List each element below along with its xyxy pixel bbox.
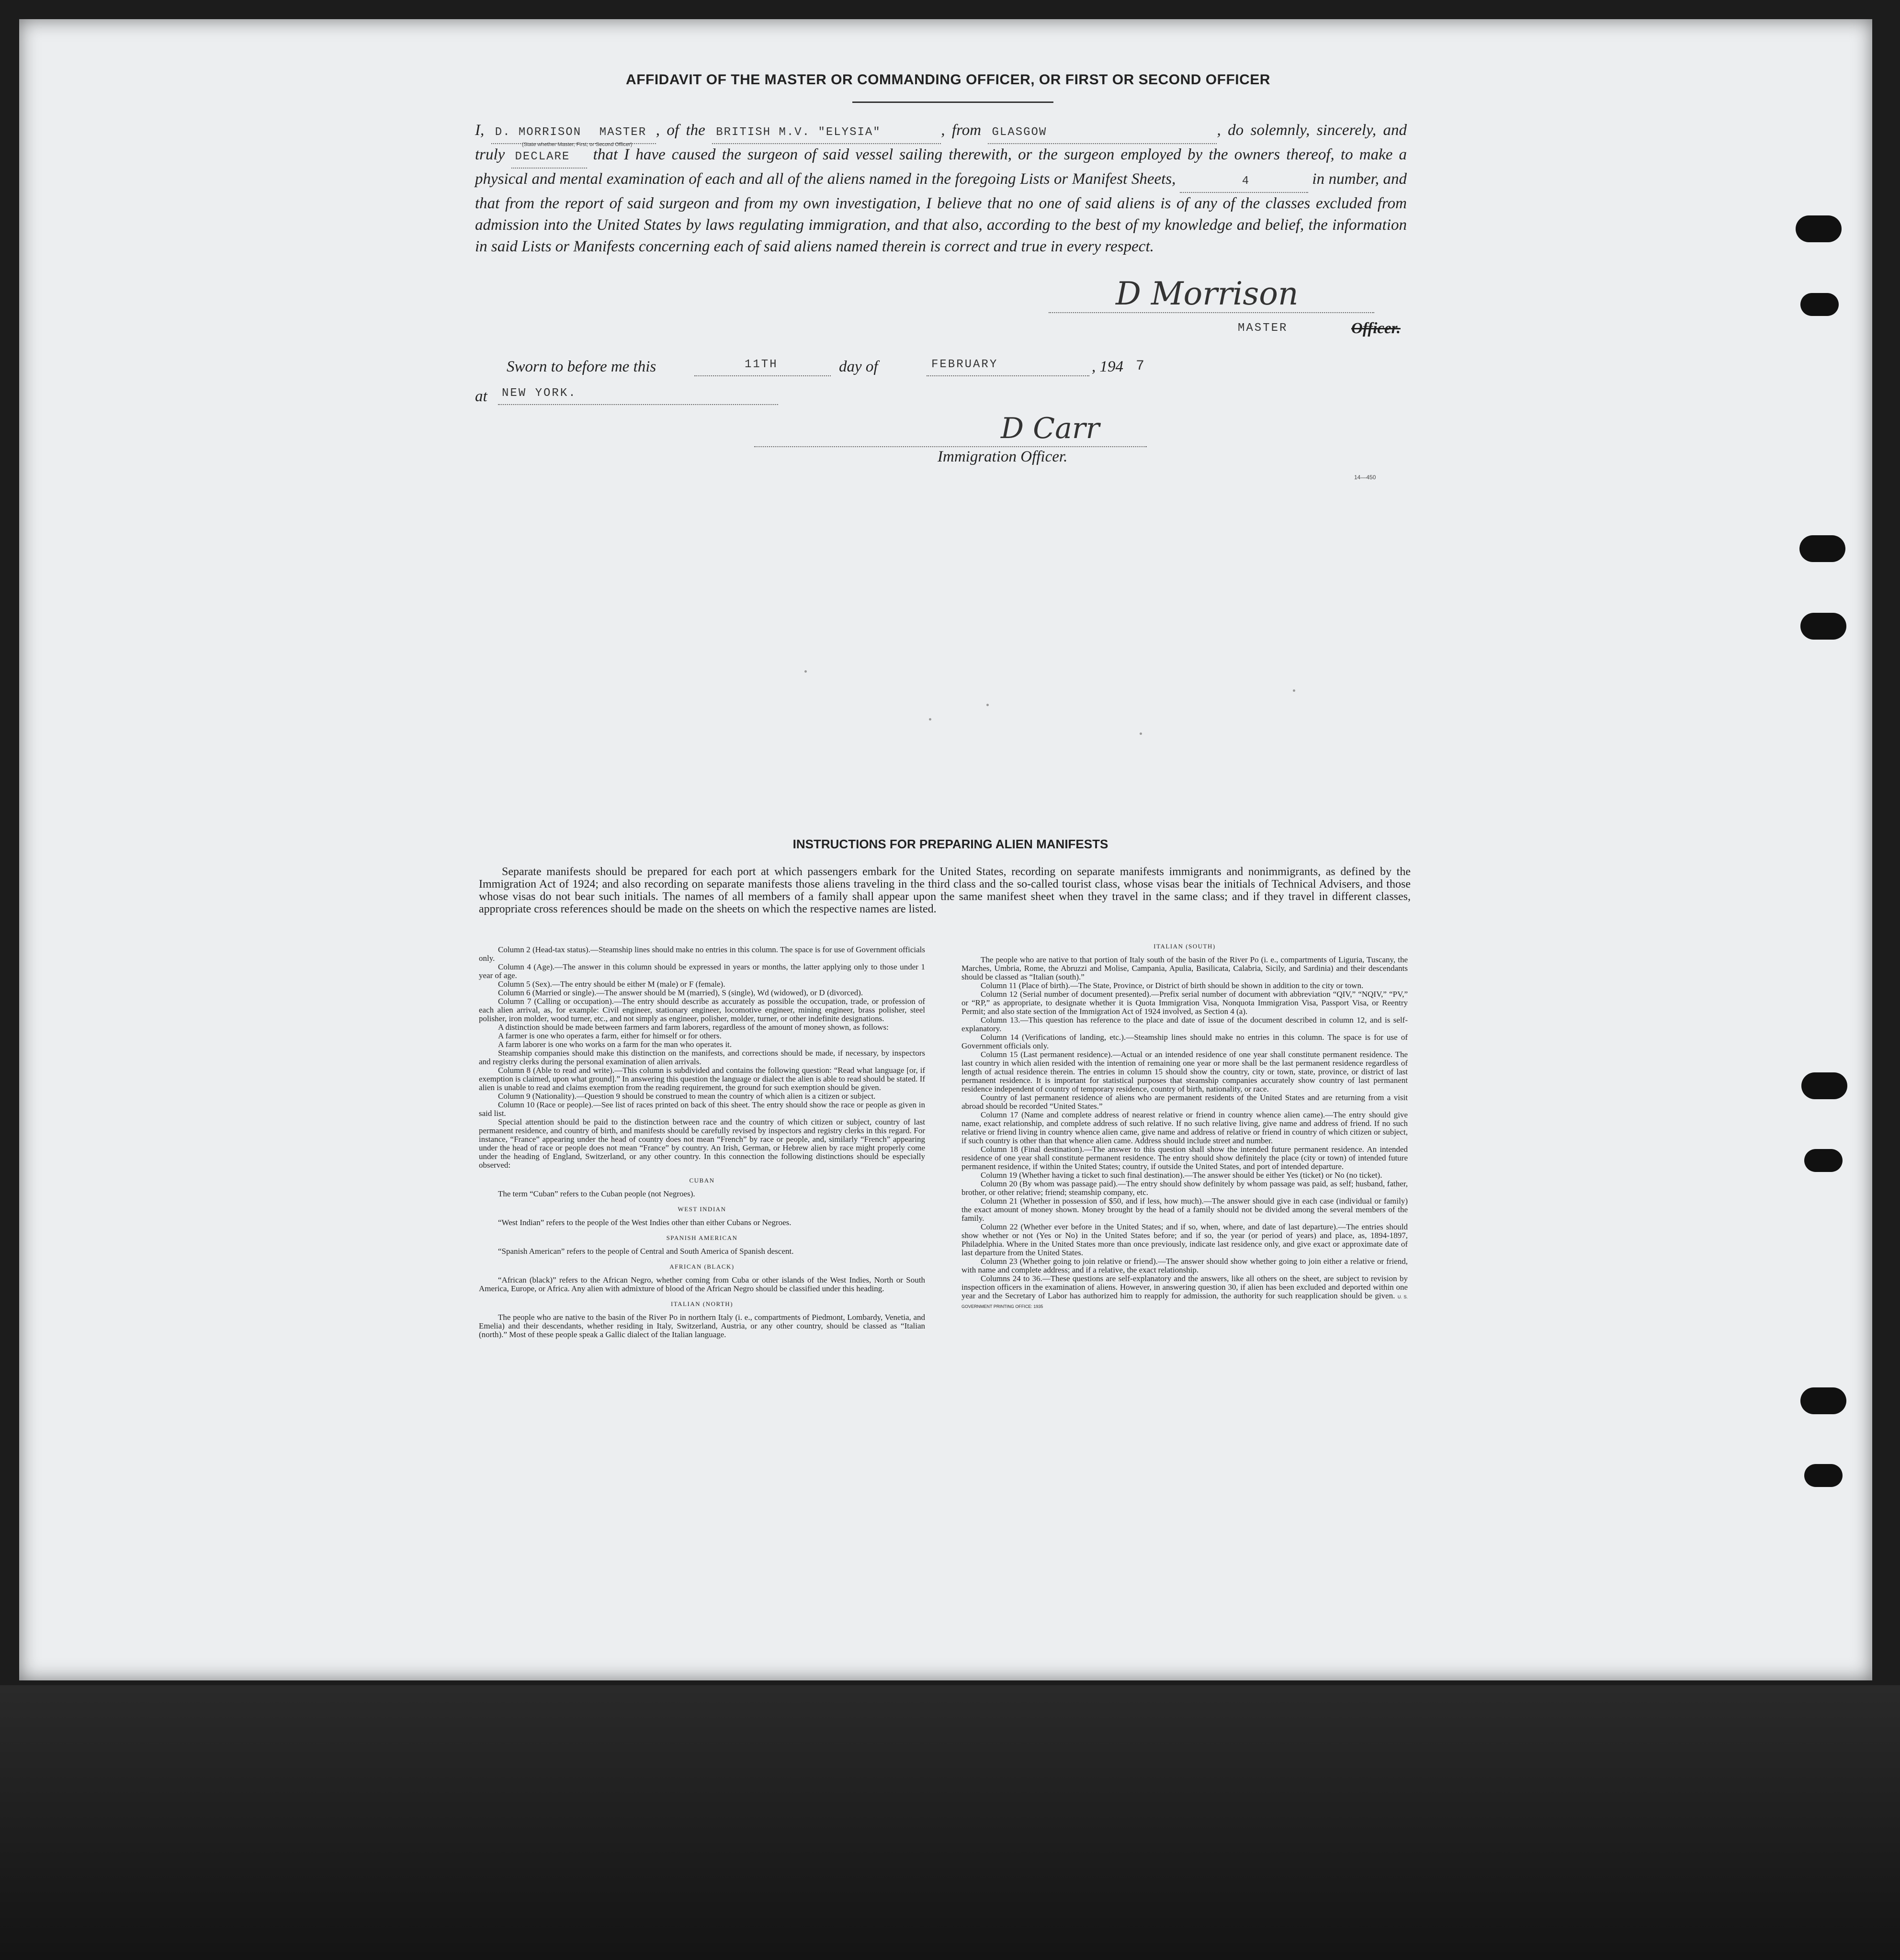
day-line	[694, 375, 831, 376]
binder-hole-3	[1799, 535, 1845, 562]
italian-north-text: The people who are native to the basin of the River Po in northern Italy (i. e., compartments of Piedmont, Lombardy, Venetia, and Emelia) and their descendants, whether residing in Italy, Switzerland, Austria, or any other country, should be classed as “Italian (north).” Most of these people speak a Gallic dialect of the Italian language.	[479, 1313, 925, 1339]
vessel-field: BRITISH M.V. "ELYSIA"	[712, 122, 941, 144]
master-signature-line	[1049, 312, 1374, 313]
col6-instruction: Column 6 (Married or single).—The answer should be M (married), S (single), Wd (widowed), or D (divorced).	[498, 988, 863, 997]
officer-signature-line	[754, 446, 1147, 447]
gpo-imprint: U. S. GOVERNMENT PRINTING OFFICE: 1935	[961, 1295, 1408, 1309]
sworn-prefix: Sworn to before me this	[507, 358, 656, 375]
place-line	[498, 404, 778, 405]
rank-note: (State whether Master, First, or Second Officer)	[522, 142, 633, 147]
farmer-definition: A farmer is one who operates a farm, either for himself or for others.	[498, 1031, 722, 1040]
master-signature: D Morrison	[1116, 275, 1299, 312]
col9-instruction: Column 9 (Nationality).—Question 9 should be construed to mean the country of which alien is a citizen or subject.	[498, 1092, 876, 1101]
solemnly-text: solemnly, sincerely, and truly	[475, 122, 1407, 163]
year-digit: 7	[1136, 358, 1146, 374]
italian-south-text: The people who are native to that portion of Italy south of the basin of the River Po (i. e., compartments of Liguria, Tuscany, the Marches, Umbria, Rome, the Abruzzi and Molise, Campania, Apulia, Basilicata, Calabria, Sicily, and Sardinia) and their descendants should be classed as “Italian (south).”	[961, 955, 1408, 981]
form-number: 14—450	[1354, 474, 1376, 481]
affidavit-body	[475, 120, 1407, 258]
binder-hole-1	[1796, 215, 1842, 242]
binder-hole-6	[1804, 1149, 1843, 1172]
instructions-right-column	[961, 942, 1408, 1311]
speck	[1140, 732, 1142, 735]
instructions-title: INSTRUCTIONS FOR PREPARING ALIEN MANIFESTS	[792, 837, 1108, 851]
italian-north-heading: ITALIAN (NORTH)	[670, 1300, 734, 1307]
african-text: “African (black)” refers to the African Negro, whether coming from Cuba or other islands of the West Indies, North or South America, Europe, or Africa. Any alien with admixture of blood of the African Negro should be classified under this heading.	[479, 1275, 925, 1293]
binder-hole-7	[1800, 1387, 1846, 1414]
col2-instruction: Column 2 (Head-tax status).—Steamship lines should make no entries in this column. The space is for use of Government officials only.	[479, 945, 925, 963]
master-name-field: D. MORRISON	[491, 122, 596, 144]
col11-instruction: Column 11 (Place of birth).—The State, Province, or District of birth should be shown in addition to the city or town.	[981, 981, 1364, 990]
binder-hole-4	[1800, 613, 1846, 640]
col18-instruction: Column 18 (Final destination).—The answer to this question shall show the intended future permanent residence. An intended residence of one year shall constitute permanent residence. The entry should show definitely the place (city or town) of intended future permanent residence, if within the United States; country, if outside the United States, and port of intended departure.	[961, 1145, 1408, 1171]
spanish-american-text: “Spanish American” refers to the people of Central and South America of Spanish descent.	[498, 1247, 794, 1256]
speck	[1293, 689, 1295, 692]
binder-hole-5	[1801, 1072, 1847, 1099]
speck	[929, 718, 931, 721]
affidavit-intro: I,	[475, 122, 485, 139]
speck	[804, 670, 807, 673]
col14-instruction: Column 14 (Verifications of landing, etc.).—Steamship lines should make no entries in this column. The space is for use of Government officials only.	[961, 1033, 1408, 1050]
instructions-left-column	[479, 946, 925, 1339]
farm-laborer-definition: A farm laborer is one who works on a farm for the man who operates it.	[498, 1040, 732, 1049]
african-heading: AFRICAN (BLACK)	[669, 1263, 735, 1270]
do-text: , do	[1217, 122, 1244, 139]
speck	[986, 704, 989, 706]
affidavit-text-1: that I have caused the surgeon of said vessel sailing therewith, or the surgeon employed by the owners thereof, to make a physical and mental examination of each and all of the aliens named in the foregoing Lists or Manifest Sheets,	[475, 146, 1407, 188]
officer-label: Officer.	[1351, 320, 1401, 337]
col15-instruction: Column 15 (Last permanent residence).—Actual or an intended residence of one year shall constitute permanent residence. The last country in which alien resided with the intention of remaining one year or more shall be the last permanent residence regardless of length of actual residence therein. The entries in column 15 should show the country, city or town, state, province, or district of last permanent residence. It is important for statistical purposes that steamship companies accurately show country of last permanent residence independent of country of temporary residence, country of birth, nationality, or race.	[961, 1050, 1408, 1093]
col7-instruction: Column 7 (Calling or occupation).—The entry should describe as accurately as possible the occupation, trade, or profession of each alien arrival, as, for example: Civil engineer, stationary engineer, locomotive engineer, mining engineer, brass polisher, steel polisher, iron molder, wood turner, etc., and not simply as engineer, polisher, molder, turner, or other indefinite designations.	[479, 997, 925, 1023]
sworn-month: FEBRUARY	[931, 358, 998, 371]
rank-field: MASTER	[596, 122, 656, 144]
officer-signature: D Carr	[1001, 412, 1100, 445]
col4-instruction: Column 4 (Age).—The answer in this column should be expressed in years or months, the latter applying only to those under 1 year of age.	[479, 962, 925, 980]
at-label: at	[475, 388, 487, 405]
farm-distinction: A distinction should be made between farmers and farm laborers, regardless of the amount of money shown, as follows:	[498, 1023, 889, 1032]
sworn-day: 11TH	[745, 358, 778, 371]
col20-instruction: Column 20 (By whom was passage paid).—The entry should show definitely by whom passage was paid, as self; husband, father, brother, or other relative; friend; steamship company, etc.	[961, 1179, 1408, 1197]
west-indian-text: “West Indian” refers to the people of the West Indies other than either Cubans or Negroes.	[498, 1218, 792, 1227]
officer-title: Immigration Officer.	[938, 448, 1068, 465]
west-indian-heading: WEST INDIAN	[678, 1205, 726, 1213]
day-of-label: day of	[839, 358, 878, 375]
col10-instruction: Column 10 (Race or people).—See list of races printed on back of this sheet. The entry should show the race or people as given in said list.	[479, 1100, 925, 1118]
col19-instruction: Column 19 (Whether having a ticket to such final destination).—The answer should be either Yes (ticket) or No (no ticket).	[981, 1171, 1382, 1180]
cuban-text: The term “Cuban” refers to the Cuban people (not Negroes).	[498, 1189, 695, 1198]
affidavit-title: AFFIDAVIT OF THE MASTER OR COMMANDING OFFICER, OR FIRST OR SECOND OFFICER	[626, 72, 1270, 88]
binder-hole-8	[1804, 1464, 1843, 1487]
instructions-intro: Separate manifests should be prepared for each port at which passengers embark for the United States, recording on separate manifests immigrants and nonimmigrants, as defined by the Immigration Act of 1924; and also recording on separate manifests those aliens traveling in the third class and the so-called tourist class, whose visas bear the initials of Technical Advisers, and those whose visas do not bear such initials. The names of all members of a family shall appear upon the same manifest sheet when they travel in the same class; and if they travel in different classes, appropriate cross references should be made on the sheets on which the respective names are listed.	[479, 866, 1411, 915]
col21-instruction: Column 21 (Whether in possession of $50, and if less, how much).—The answer should give in each case (individual or family) the exact amount of money shown. Money brought by the head of a family should not be divided among the several members of the family.	[961, 1196, 1408, 1223]
cuban-heading: CUBAN	[689, 1177, 715, 1184]
from-text: , from	[941, 122, 982, 139]
year-prefix: , 194	[1092, 358, 1123, 375]
sign-rank: MASTER	[1238, 322, 1288, 335]
col5-instruction: Column 5 (Sex).—The entry should be either M (male) or F (female).	[498, 980, 725, 989]
col13-instruction: Column 13.—This question has reference to the place and date of issue of the document described in column 12, and is self-explanatory.	[961, 1015, 1408, 1033]
residence-note: Country of last permanent residence of aliens who are permanent residents of the United States and are returning from a visit abroad should be recorded “United States.”	[961, 1093, 1408, 1111]
col24-36-text: Columns 24 to 36.—These questions are self-explanatory and the answers, like all others on the sheet, are subject to revision by inspection officers in the examination of aliens. However, in answering question 30, if alien has been excluded and deported within one year and the Secretary of Labor has authorized him to reapply for admission, the authority for such reapplication should be given.	[961, 1274, 1408, 1300]
col22-instruction: Column 22 (Whether ever before in the United States; and if so, when, where, and date of last departure).—The entries should show whether or not (Yes or No) in the United States before; and if so, the year (or period of years) and place, as, 1894-1897, Philadelphia. Where in the United States more than once previously, indicate last residence only, and give exact or approximate date of last departure from the United States.	[961, 1222, 1408, 1257]
month-line	[927, 375, 1089, 376]
binder-hole-2	[1800, 293, 1839, 316]
race-country-note: Special attention should be paid to the distinction between race and the country of which citizen or subject, country of last permanent residence, and country of birth, and manifests should be carefully revised by inspectors and registry clerks in this regard. For instance, “France” appearing under the head of country does not mean “French” by race or people, and, similarly “French” appearing under the head of race or people does not mean “France” by country. An Irish, German, or Hebrew alien by race might properly come under the heading of England, Switzerland, or any other country. In this connection the following distinctions should be especially observed:	[479, 1117, 925, 1170]
col12-instruction: Column 12 (Serial number of document presented).—Prefix serial number of document with abbreviation “QIV,” “NQIV,” “PV,” or “RP,” as appropriate, to designate whether it is Quota Immigration Visa, Nonquota Immigration Visa, Passport Visa, or Reentry Permit; and also state section of the Immigration Act of 1924 involved, as Section 4 (a).	[961, 990, 1408, 1016]
col24-36-instruction	[961, 1274, 1408, 1311]
scanner-background	[0, 1685, 1900, 1960]
italian-south-heading: ITALIAN (SOUTH)	[1154, 943, 1216, 950]
sworn-place: NEW YORK.	[502, 387, 577, 400]
sheet-count-field: 4	[1180, 170, 1308, 193]
col8-instruction: Column 8 (Able to read and write).—This column is subdivided and contains the following question: “Read what language [or, if exemption is claimed, upon what ground].” In answering this question the language or dialect the alien is able to read should be stated. If alien is unable to read and claims exemption from the reading requirement, the ground for such exemption should be given.	[479, 1066, 925, 1092]
col17-instruction: Column 17 (Name and complete address of nearest relative or friend in country whence alien came).—The entry should give name, exact relationship, and complete address of such relative. If no such relative living, give name and address of friend. If no such relative or friend living in country whence alien came, give name and address of relative or friend in country of which citizen or subject, if such country is other than that whence alien came. Address should include street and number.	[961, 1110, 1408, 1145]
col23-instruction: Column 23 (Whether going to join relative or friend).—The answer should show whether going to join either a relative or friend, with name and complete address; and if a relative, the exact relationship.	[961, 1257, 1408, 1274]
steamship-note: Steamship companies should make this distinction on the manifests, and corrections should be made, if necessary, by inspectors and registry clerks during the personal examination of alien arrivals.	[479, 1048, 925, 1066]
spanish-american-heading: SPANISH AMERICAN	[666, 1234, 738, 1241]
declare-field: DECLARE	[511, 146, 587, 169]
affidavit-text-2: in number, and that from the report of said surgeon and from my own investigation, I believe that no one of said aliens is of any of the classes excluded from admission into the United States by laws regulating immigration, and that also, according to the best of my knowledge and belief, the information in said Lists or Manifests concerning each of said aliens named therein is correct and true in every respect.	[475, 170, 1407, 255]
port-field: GLASGOW	[988, 122, 1217, 144]
of-the-text: , of the	[656, 122, 705, 139]
title-rule	[852, 101, 1053, 103]
